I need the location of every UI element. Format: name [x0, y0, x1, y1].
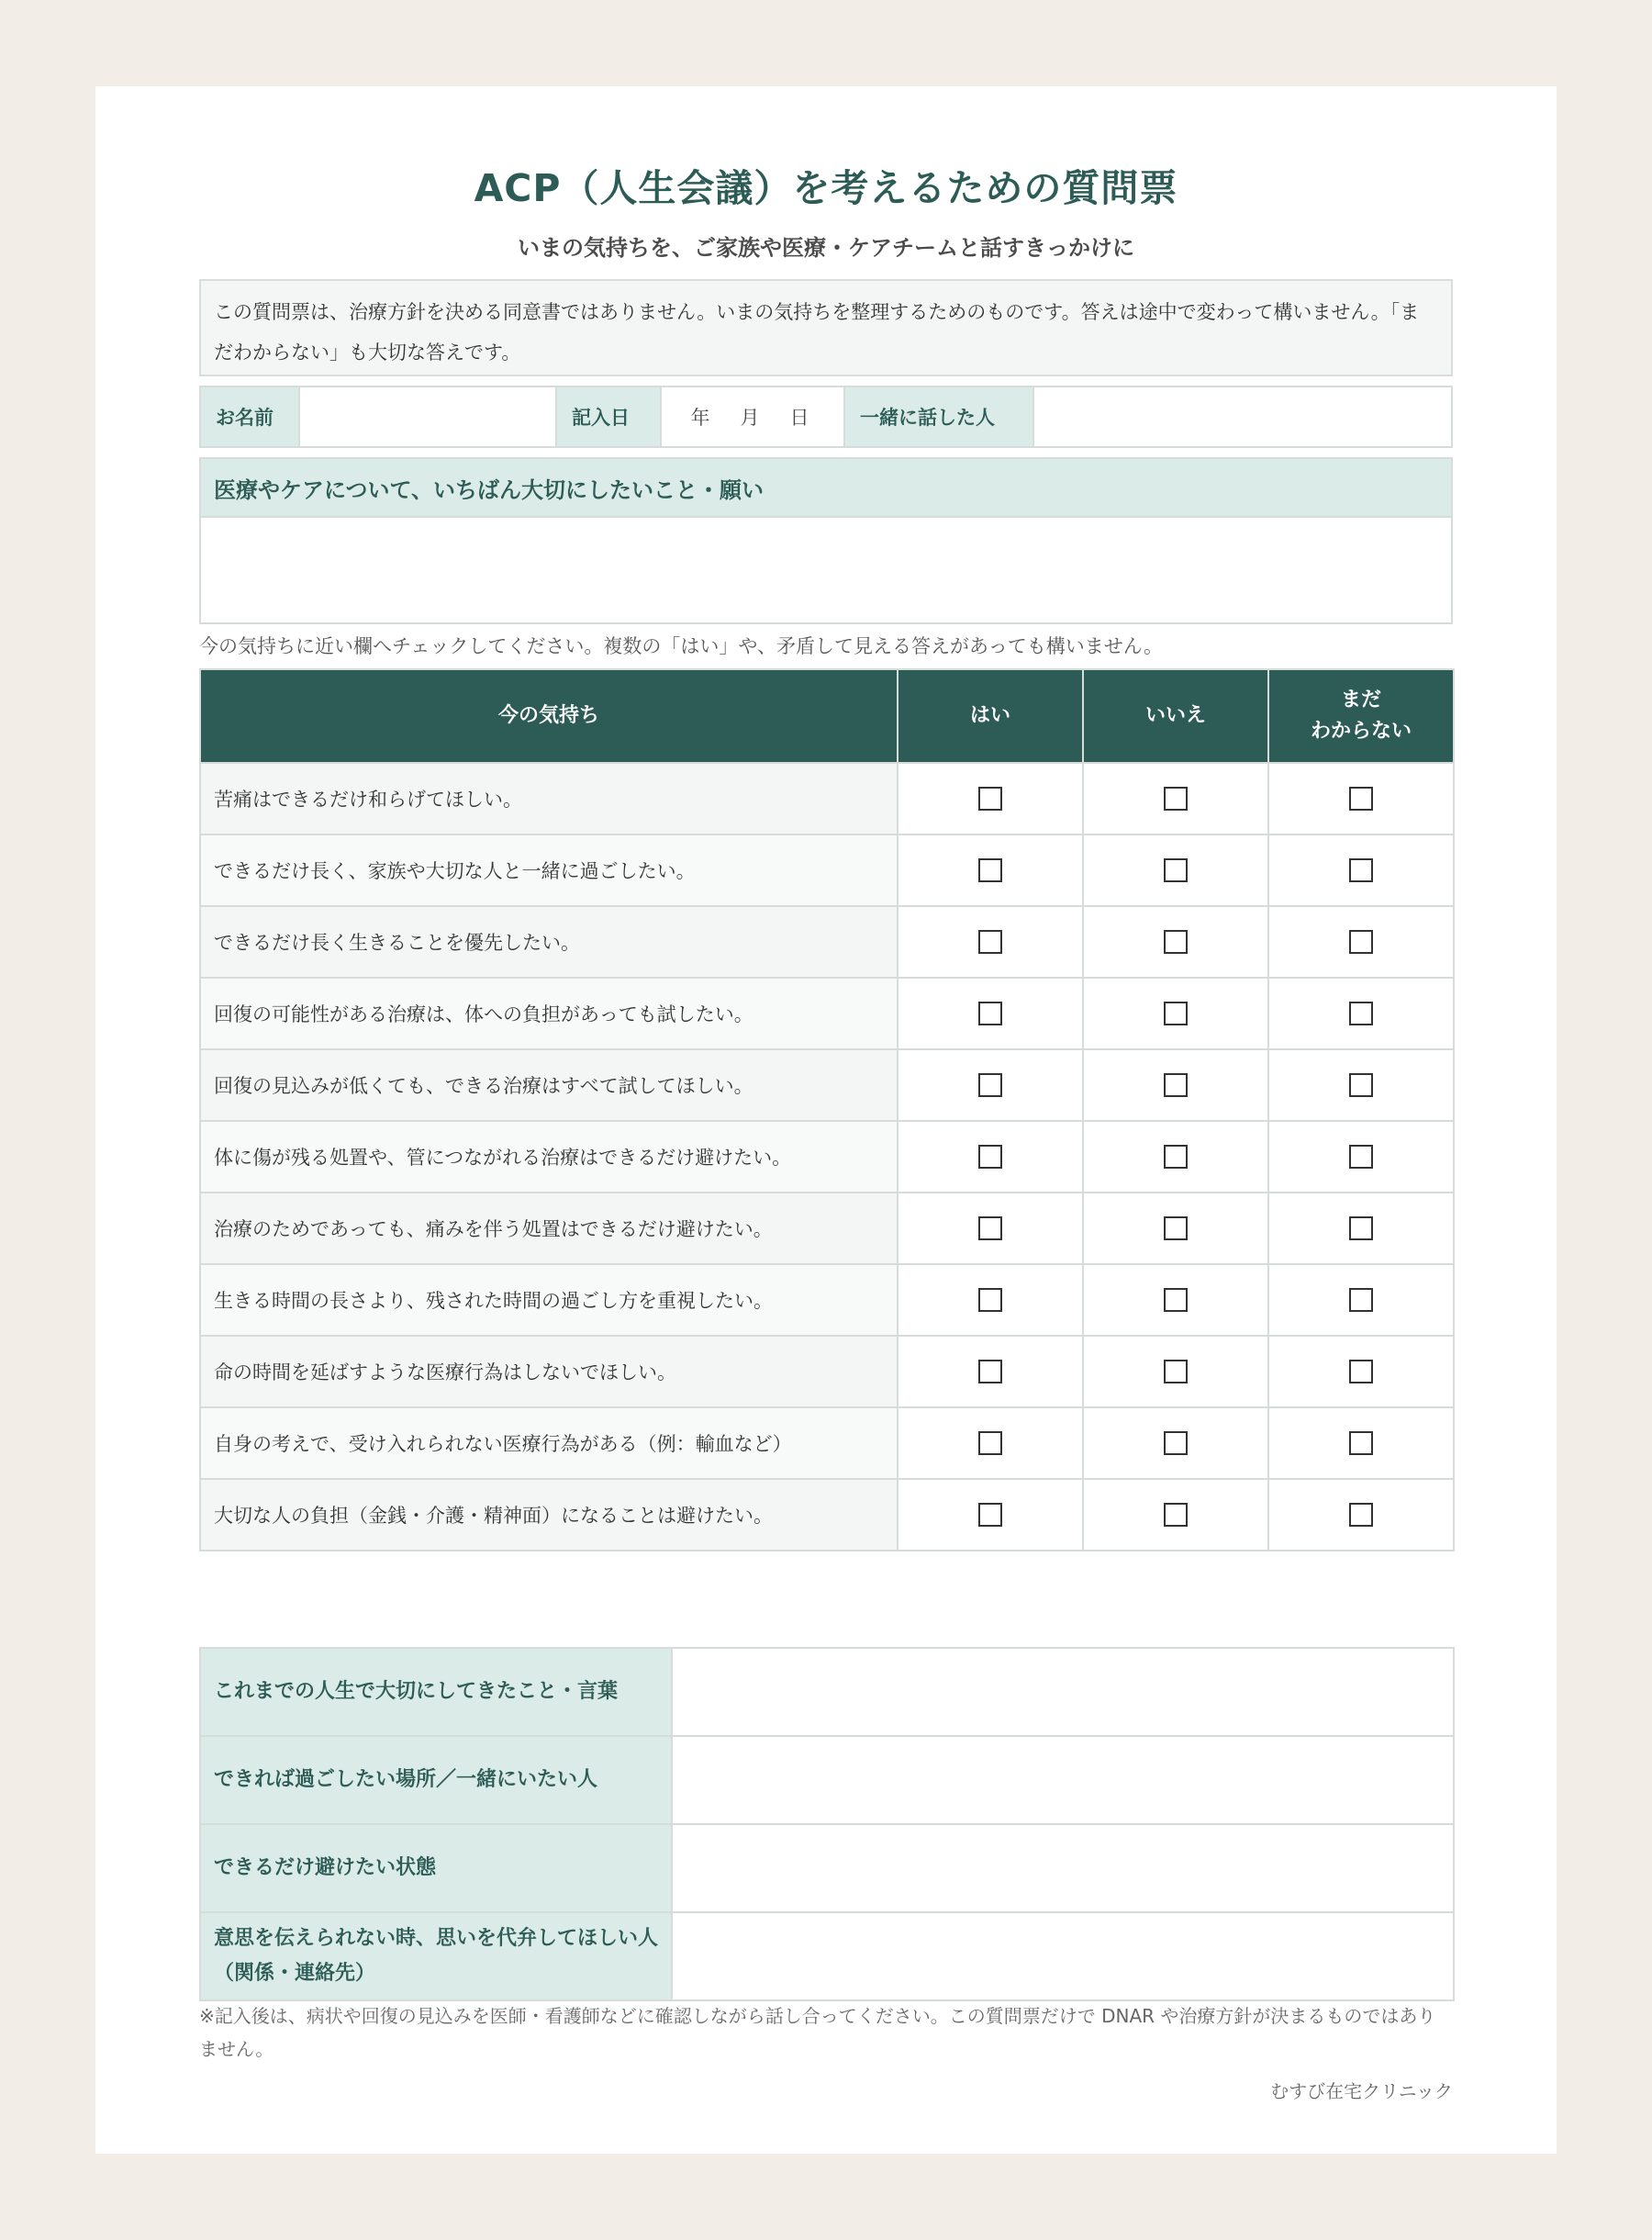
header-no: いいえ — [1083, 669, 1268, 763]
cell-unsure — [1268, 906, 1454, 978]
checkbox-unsure[interactable] — [1349, 858, 1373, 882]
checkbox-no[interactable] — [1164, 1360, 1188, 1383]
table-header-row — [200, 669, 1454, 763]
date-label: 記入日 — [557, 387, 662, 446]
cell-yes — [898, 1407, 1083, 1479]
table-row — [200, 1193, 1454, 1264]
checkbox-no[interactable] — [1164, 930, 1188, 954]
table-row — [200, 1264, 1454, 1336]
name-field[interactable] — [300, 387, 557, 446]
question-text: 大切な人の負担（金銭・介護・精神面）になることは避けたい。 — [200, 1479, 898, 1551]
free-field-avoid[interactable] — [672, 1824, 1454, 1912]
checkbox-no[interactable] — [1164, 1288, 1188, 1312]
checkbox-yes[interactable] — [978, 1002, 1002, 1025]
table-row — [200, 978, 1454, 1049]
cell-yes — [898, 906, 1083, 978]
checkbox-no[interactable] — [1164, 1503, 1188, 1527]
free-field-place[interactable] — [672, 1736, 1454, 1824]
cell-yes — [898, 834, 1083, 906]
checkbox-yes[interactable] — [978, 1288, 1002, 1312]
header-unsure-line2: わからない — [1310, 720, 1412, 743]
feelings-table — [199, 668, 1455, 1551]
question-text: 自身の考えで、受け入れられない医療行為がある（例：輸血など） — [200, 1407, 898, 1479]
question-text: 回復の可能性がある治療は、体への負担があっても試したい。 — [200, 978, 898, 1049]
free-row — [200, 1824, 1454, 1912]
cell-no — [1083, 1407, 1268, 1479]
info-row — [199, 386, 1453, 448]
question-text: 苦痛はできるだけ和らげてほしい。 — [200, 763, 898, 834]
cell-no — [1083, 1479, 1268, 1551]
wish-field[interactable] — [201, 518, 1451, 622]
checkbox-yes[interactable] — [978, 930, 1002, 954]
question-text: 命の時間を延ばすような医療行為はしないでほしい。 — [200, 1336, 898, 1407]
header-yes: はい — [898, 669, 1083, 763]
checkbox-yes[interactable] — [978, 1503, 1002, 1527]
table-row — [200, 763, 1454, 834]
question-text: 治療のためであっても、痛みを伴う処置はできるだけ避けたい。 — [200, 1193, 898, 1264]
cell-yes — [898, 1479, 1083, 1551]
checkbox-unsure[interactable] — [1349, 1503, 1373, 1527]
checkbox-no[interactable] — [1164, 1073, 1188, 1097]
name-label: お名前 — [201, 387, 300, 446]
checkbox-no[interactable] — [1164, 1002, 1188, 1025]
cell-yes — [898, 1049, 1083, 1121]
checkbox-unsure[interactable] — [1349, 1073, 1373, 1097]
checkbox-unsure[interactable] — [1349, 1360, 1373, 1383]
cell-unsure — [1268, 978, 1454, 1049]
cell-yes — [898, 763, 1083, 834]
table-row — [200, 1336, 1454, 1407]
cell-unsure — [1268, 1264, 1454, 1336]
cell-no — [1083, 978, 1268, 1049]
cell-no — [1083, 1336, 1268, 1407]
wish-section — [199, 457, 1453, 624]
free-field-values[interactable] — [672, 1648, 1454, 1736]
free-label-place: できれば過ごしたい場所／一緒にいたい人 — [200, 1736, 672, 1824]
checkbox-yes[interactable] — [978, 1360, 1002, 1383]
cell-no — [1083, 1193, 1268, 1264]
instruction-text: 今の気持ちに近い欄へチェックしてください。複数の「はい」や、矛盾して見える答えがあっても構いません。 — [199, 635, 1163, 657]
checkbox-yes[interactable] — [978, 1145, 1002, 1169]
footnote: ※記入後は、病状や回復の見込みを医師・看護師などに確認しながら話し合ってください。この質問票だけで DNAR や治療方針が決まるものではありません。 — [199, 2005, 1436, 2060]
form-page — [95, 86, 1557, 2154]
checkbox-unsure[interactable] — [1349, 1216, 1373, 1240]
cell-yes — [898, 1264, 1083, 1336]
table-row — [200, 1049, 1454, 1121]
question-text: 回復の見込みが低くても、できる治療はすべて試してほしい。 — [200, 1049, 898, 1121]
checkbox-no[interactable] — [1164, 787, 1188, 811]
page-subtitle: いまの気持ちを、ご家族や医療・ケアチームと話すきっかけに — [518, 235, 1134, 261]
checkbox-yes[interactable] — [978, 787, 1002, 811]
question-text: できるだけ長く生きることを優先したい。 — [200, 906, 898, 978]
free-text-table — [199, 1647, 1455, 2001]
checkbox-yes[interactable] — [978, 1431, 1002, 1455]
cell-yes — [898, 1121, 1083, 1193]
free-row — [200, 1648, 1454, 1736]
cell-unsure — [1268, 1479, 1454, 1551]
wish-label: 医療やケアについて、いちばん大切にしたいこと・願い — [201, 459, 1451, 518]
header-unsure — [1268, 669, 1454, 763]
cell-no — [1083, 906, 1268, 978]
checkbox-unsure[interactable] — [1349, 787, 1373, 811]
clinic-name: むすび在宅クリニック — [1270, 2080, 1453, 2102]
checkbox-unsure[interactable] — [1349, 1145, 1373, 1169]
checkbox-unsure[interactable] — [1349, 1002, 1373, 1025]
checkbox-no[interactable] — [1164, 858, 1188, 882]
checkbox-yes[interactable] — [978, 1216, 1002, 1240]
cell-no — [1083, 834, 1268, 906]
checkbox-yes[interactable] — [978, 858, 1002, 882]
cell-yes — [898, 1336, 1083, 1407]
free-label-proxy: 意思を伝えられない時、思いを代弁してほしい人（関係・連絡先） — [200, 1912, 672, 2000]
checkbox-no[interactable] — [1164, 1216, 1188, 1240]
free-label-avoid: できるだけ避けたい状態 — [200, 1824, 672, 1912]
companion-label: 一緒に話した人 — [845, 387, 1034, 446]
cell-unsure — [1268, 1193, 1454, 1264]
cell-unsure — [1268, 1121, 1454, 1193]
table-row — [200, 834, 1454, 906]
companion-field[interactable] — [1034, 387, 1451, 446]
table-row — [200, 1479, 1454, 1551]
checkbox-no[interactable] — [1164, 1145, 1188, 1169]
cell-yes — [898, 1193, 1083, 1264]
question-text: 生きる時間の長さより、残された時間の過ごし方を重視したい。 — [200, 1264, 898, 1336]
free-field-proxy[interactable] — [672, 1912, 1454, 2000]
table-row — [200, 1121, 1454, 1193]
table-row — [200, 1407, 1454, 1479]
question-text: 体に傷が残る処置や、管につながれる治療はできるだけ避けたい。 — [200, 1121, 898, 1193]
page-title: ACP（人生会議）を考えるための質問票 — [474, 166, 1178, 210]
cell-unsure — [1268, 1049, 1454, 1121]
checkbox-no[interactable] — [1164, 1431, 1188, 1455]
cell-unsure — [1268, 834, 1454, 906]
free-row — [200, 1736, 1454, 1824]
cell-unsure — [1268, 763, 1454, 834]
free-label-values: これまでの人生で大切にしてきたこと・言葉 — [200, 1648, 672, 1736]
cell-unsure — [1268, 1407, 1454, 1479]
table-row — [200, 906, 1454, 978]
cell-yes — [898, 978, 1083, 1049]
checkbox-unsure[interactable] — [1349, 1288, 1373, 1312]
cell-no — [1083, 1121, 1268, 1193]
checkbox-yes[interactable] — [978, 1073, 1002, 1097]
cell-no — [1083, 1264, 1268, 1336]
header-question: 今の気持ち — [200, 669, 898, 763]
checkbox-unsure[interactable] — [1349, 1431, 1373, 1455]
notice-box: この質問票は、治療方針を決める同意書ではありません。いまの気持ちを整理するためのものです。答えは途中で変わって構いません。「まだわからない」も大切な答えです。 — [199, 279, 1453, 376]
date-field[interactable]: 年 月 日 — [662, 387, 845, 446]
free-row — [200, 1912, 1454, 2000]
cell-unsure — [1268, 1336, 1454, 1407]
header-unsure-line1: まだ — [1340, 689, 1381, 711]
checkbox-unsure[interactable] — [1349, 930, 1373, 954]
cell-no — [1083, 1049, 1268, 1121]
question-text: できるだけ長く、家族や大切な人と一緒に過ごしたい。 — [200, 834, 898, 906]
cell-no — [1083, 763, 1268, 834]
